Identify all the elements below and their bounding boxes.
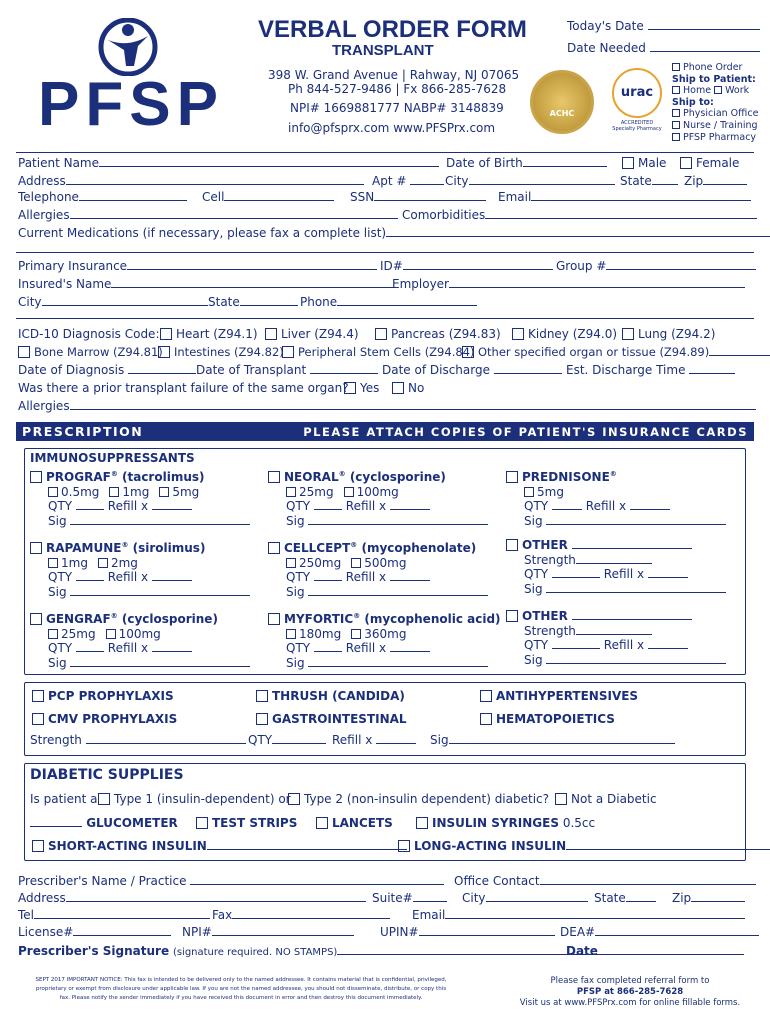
rapamune-qty-field[interactable]: QTY Refill x [30, 570, 250, 585]
icd-label: ICD-10 Diagnosis Code: [18, 327, 160, 341]
intestines-checkbox[interactable]: Intestines (Z94.82) [158, 345, 284, 359]
gengraf-sig-field[interactable]: Sig [30, 656, 250, 671]
drug-block-other [506, 538, 726, 596]
other-strength-field[interactable]: Strength [506, 553, 726, 568]
type2-checkbox[interactable]: Type 2 (non-insulin dependent) diabetic? [288, 792, 549, 806]
pcp-checkbox[interactable]: PCP PROPHYLAXIS [32, 689, 174, 703]
myfortic-sig-field[interactable]: Sig [268, 656, 501, 671]
ship-home-checkbox[interactable]: Home [672, 85, 711, 96]
supportive-qty-field[interactable]: QTY [248, 733, 326, 747]
syringes-checkbox[interactable]: INSULIN SYRINGES 0.5cc [416, 816, 595, 830]
hematopoietics-checkbox[interactable]: HEMATOPOIETICS [480, 712, 615, 726]
prograf-dose-checkbox[interactable]: 5mg [159, 485, 199, 499]
cellcept-dose-checkbox[interactable]: 250mg [286, 556, 341, 570]
insured-name-field[interactable]: Insured's Name [18, 277, 395, 291]
patient-name-field[interactable]: Patient Name [18, 156, 439, 170]
cellcept-checkbox[interactable]: CELLCEPT® (mycophenolate) [268, 538, 488, 556]
est-discharge-field[interactable]: Est. Discharge Time [566, 363, 735, 377]
myfortic-qty-field[interactable]: QTY Refill x [268, 641, 501, 656]
immuno-title: IMMUNOSUPPRESSANTS [30, 451, 195, 465]
insurance-state-field[interactable]: State [208, 295, 298, 309]
ship-pfsp-checkbox[interactable]: PFSP Pharmacy [672, 132, 758, 144]
suite-field[interactable]: Suite# [372, 891, 447, 905]
peripheral-checkbox[interactable]: Peripheral Stem Cells (Z94.84) [282, 345, 474, 359]
prograf-qty-field[interactable]: QTY Refill x [30, 499, 250, 514]
myfortic-dose-checkbox[interactable]: 180mg [286, 627, 341, 641]
insurance-city-field[interactable]: City [18, 295, 208, 309]
other-strength-field[interactable]: Strength [506, 624, 726, 639]
office-contact-field[interactable]: Office Contact [454, 874, 756, 888]
upin-field[interactable]: UPIN# [380, 925, 555, 939]
gengraf-dose-checkbox[interactable]: 25mg [48, 627, 96, 641]
gengraf-dose-checkbox[interactable]: 100mg [106, 627, 161, 641]
urac-specialty: Specialty Pharmacy [612, 126, 662, 132]
logo-text: PFSP [38, 70, 224, 139]
lung-checkbox[interactable]: Lung (Z94.2) [622, 327, 715, 341]
patient-zip-field[interactable]: Zip [684, 174, 747, 188]
pharmacy-web: info@pfsprx.com www.PFSPrx.com [288, 121, 496, 135]
prescriber-city-field[interactable]: City [462, 891, 588, 905]
other-sig-field[interactable]: Sig [506, 582, 726, 597]
pharmacy-phone: Ph 844-527-9486 | Fx 866-285-7628 [288, 82, 507, 96]
cellcept-qty-field[interactable]: QTY Refill x [268, 570, 488, 585]
drug-block-cellcept [268, 538, 488, 599]
other-organ-checkbox[interactable]: Other specified organ or tissue (Z94.89) [462, 345, 770, 359]
prograf-sig-field[interactable]: Sig [30, 514, 250, 529]
transplant-date-field[interactable]: Date of Transplant [196, 363, 378, 377]
drug-block-rapamune [30, 538, 250, 599]
phone-order-checkbox[interactable]: Phone Order [672, 62, 758, 74]
todays-date-field[interactable] [567, 19, 760, 33]
antihypertensives-checkbox[interactable]: ANTIHYPERTENSIVES [480, 689, 638, 703]
heart-checkbox[interactable]: Heart (Z94.1) [160, 327, 258, 341]
footer-fax-3: Visit us at www.PFSPrx.com for online fillable forms. [519, 998, 741, 1008]
other-checkbox[interactable]: OTHER [506, 609, 726, 624]
seal-text: ACHC [549, 109, 575, 118]
neoral-checkbox[interactable]: NEORAL® (cyclosporine) [268, 467, 488, 485]
cellcept-dose-checkbox[interactable]: 500mg [351, 556, 406, 570]
telephone-field[interactable]: Telephone [18, 190, 187, 204]
patient-email-field[interactable]: Email [498, 190, 751, 204]
not-diabetic-checkbox[interactable]: Not a Diabetic [555, 792, 657, 806]
prograf-dose-checkbox[interactable]: 1mg [109, 485, 149, 499]
diagnosis-date-field[interactable]: Date of Diagnosis [18, 363, 196, 377]
drug-block-myfortic [268, 609, 501, 670]
urac-text: urac [620, 85, 654, 100]
prescription-header [16, 422, 754, 441]
prescriber-tel-field[interactable]: Tel [18, 908, 210, 922]
ship-nurse-checkbox[interactable]: Nurse / Training [672, 120, 758, 132]
patient-state-field[interactable]: State [620, 174, 678, 188]
gi-checkbox[interactable]: GASTROINTESTINAL [256, 712, 407, 726]
ssn-field[interactable]: SSN [350, 190, 486, 204]
patient-city-field[interactable]: City [445, 174, 615, 188]
prednisone-sig-field[interactable]: Sig [506, 514, 726, 529]
footer-notice-1: SEPT 2017 IMPORTANT NOTICE: This fax is intended to be delivered only to the named addressee. It contains material that is confidential, privileged, [35, 977, 447, 983]
supportive-refill-field[interactable]: Refill x [332, 733, 416, 747]
short-acting-field[interactable]: SHORT-ACTING INSULIN [32, 839, 407, 853]
divider [16, 318, 754, 319]
rapamune-dose-checkbox[interactable]: 2mg [98, 556, 138, 570]
diabetic-title: DIABETIC SUPPLIES [30, 767, 184, 783]
urac-accredited: ACCREDITED [620, 120, 654, 126]
test-strips-checkbox[interactable]: TEST STRIPS [196, 816, 297, 830]
pfsp-figure-icon [98, 18, 158, 76]
prior-failure-question: Was there a prior transplant failure of the same organ? [18, 381, 349, 395]
current-meds-field[interactable]: Current Medications (if necessary, please fax a complete list) [18, 226, 770, 240]
pancreas-checkbox[interactable]: Pancreas (Z94.83) [375, 327, 501, 341]
prograf-checkbox[interactable]: PROGRAF® (tacrolimus) [30, 467, 250, 485]
cmv-checkbox[interactable]: CMV PROPHYLAXIS [32, 712, 177, 726]
ship-to-label: Ship to: [672, 96, 714, 108]
neoral-sig-field[interactable]: Sig [268, 514, 488, 529]
diagnosis-allergies-field[interactable]: Allergies [18, 399, 756, 413]
date-needed-label: Date Needed [567, 41, 646, 55]
logo [38, 18, 224, 138]
long-acting-field[interactable]: LONG-ACTING INSULIN [398, 839, 770, 853]
signature-field[interactable]: Prescriber's Signature (signature required. NO STAMPS) [18, 944, 599, 958]
todays-date-label: Today's Date [567, 19, 644, 33]
other-checkbox[interactable]: OTHER [506, 538, 726, 553]
comorbidities-field[interactable]: Comorbidities [402, 208, 757, 222]
dea-field[interactable]: DEA# [560, 925, 759, 939]
rapamune-sig-field[interactable]: Sig [30, 585, 250, 600]
prescriber-address-field[interactable]: Address [18, 891, 366, 905]
rapamune-checkbox[interactable]: RAPAMUNE® (sirolimus) [30, 538, 250, 556]
ship-to-patient-label: Ship to Patient: [672, 73, 756, 85]
apt-field[interactable]: Apt # [372, 174, 444, 188]
primary-insurance-field[interactable]: Primary Insurance [18, 259, 377, 273]
urac-badge [606, 68, 668, 148]
male-checkbox[interactable]: Male [622, 156, 666, 170]
prograf-dose-checkbox[interactable]: 0.5mg [48, 485, 99, 499]
female-checkbox[interactable]: Female [680, 156, 739, 170]
diabetic-question: Is patient a [30, 792, 98, 806]
supportive-sig-field[interactable]: Sig [430, 733, 675, 747]
other-qty-field[interactable]: QTY Refill x [506, 567, 726, 582]
license-field[interactable]: License# [18, 925, 171, 939]
gengraf-checkbox[interactable]: GENGRAF® (cyclosporine) [30, 609, 250, 627]
ship-work-checkbox[interactable]: Work [714, 85, 749, 96]
signature-date-field[interactable]: Date [566, 944, 744, 958]
prednisone-checkbox[interactable]: PREDNISONE® [506, 467, 726, 485]
ship-physician-checkbox[interactable]: Physician Office [672, 108, 758, 120]
prednisone-qty-field[interactable]: QTY Refill x [506, 499, 726, 514]
prescriber-state-field[interactable]: State [594, 891, 656, 905]
insurance-id-field[interactable]: ID# [380, 259, 553, 273]
discharge-date-field[interactable]: Date of Discharge [382, 363, 562, 377]
lancets-checkbox[interactable]: LANCETS [316, 816, 393, 830]
form-subtitle: TRANSPLANT [332, 42, 434, 59]
npi-field[interactable]: NPI# [182, 925, 354, 939]
divider [16, 252, 754, 253]
other-sig-field[interactable]: Sig [506, 653, 726, 668]
other-qty-field[interactable]: QTY Refill x [506, 638, 726, 653]
drug-block-neoral [268, 467, 488, 528]
header-divider [16, 152, 754, 153]
cell-field[interactable]: Cell [202, 190, 334, 204]
footer-notice-3: fax. Please notify the sender immediately if you have received this document in error and then destroy this document immediately. [59, 995, 423, 1001]
liver-checkbox[interactable]: Liver (Z94.4) [265, 327, 359, 341]
group-field[interactable]: Group # [556, 259, 756, 273]
drug-block-gengraf [30, 609, 250, 670]
prednisone-dose-checkbox[interactable]: 5mg [524, 485, 564, 499]
kidney-checkbox[interactable]: Kidney (Z94.0) [512, 327, 617, 341]
prior-yes-checkbox[interactable]: Yes [344, 381, 379, 395]
prescriber-name-field[interactable]: Prescriber's Name / Practice [18, 874, 444, 888]
prescriber-zip-field[interactable]: Zip [672, 891, 745, 905]
pharmacy-address: 398 W. Grand Avenue | Rahway, NJ 07065 [268, 68, 520, 82]
myfortic-dose-checkbox[interactable]: 360mg [351, 627, 406, 641]
pharmacy-ids: NPI# 1669881777 NABP# 3148839 [290, 101, 504, 115]
insurance-phone-field[interactable]: Phone [300, 295, 477, 309]
supportive-strength-field[interactable]: Strength [30, 733, 246, 747]
prior-no-checkbox[interactable]: No [392, 381, 424, 395]
thrush-checkbox[interactable]: THRUSH (CANDIDA) [256, 689, 405, 703]
type1-checkbox[interactable]: Type 1 (insulin-dependent) or [98, 792, 291, 806]
dob-field[interactable]: Date of Birth [446, 156, 607, 170]
date-needed-field[interactable] [567, 41, 760, 55]
neoral-dose-checkbox[interactable]: 25mg [286, 485, 334, 499]
footer-notice-2: proprietary or exempt from disclosure under applicable law. If you are not the named addressee, you should not disseminate, distribute, or copy this [35, 986, 447, 992]
glucometer-field[interactable]: GLUCOMETER [30, 816, 178, 830]
insurance-notice: PLEASE ATTACH COPIES OF PATIENT'S INSURANCE CARDS [303, 425, 748, 439]
prescriber-fax-field[interactable]: Fax [212, 908, 390, 922]
prescription-title: PRESCRIPTION [22, 424, 144, 439]
cellcept-sig-field[interactable]: Sig [268, 585, 488, 600]
employer-field[interactable]: Employer [392, 277, 745, 291]
gengraf-qty-field[interactable]: QTY Refill x [30, 641, 250, 656]
rapamune-dose-checkbox[interactable]: 1mg [48, 556, 88, 570]
drug-block-other [506, 609, 726, 667]
footer-fax-2: PFSP at 866-285-7628 [576, 987, 684, 997]
drug-block-prednisone [506, 467, 726, 528]
allergies-field[interactable]: Allergies [18, 208, 398, 222]
neoral-qty-field[interactable]: QTY Refill x [268, 499, 488, 514]
footer-fax-1: Please fax completed referral form to [550, 976, 710, 986]
achc-seal [530, 70, 594, 134]
myfortic-checkbox[interactable]: MYFORTIC® (mycophenolic acid) [268, 609, 501, 627]
neoral-dose-checkbox[interactable]: 100mg [344, 485, 399, 499]
patient-address-field[interactable]: Address [18, 174, 364, 188]
prescriber-email-field[interactable]: Email [412, 908, 745, 922]
bone-marrow-checkbox[interactable]: Bone Marrow (Z94.81) [18, 345, 163, 359]
drug-block-prograf [30, 467, 250, 528]
form-title: VERBAL ORDER FORM [258, 16, 527, 43]
